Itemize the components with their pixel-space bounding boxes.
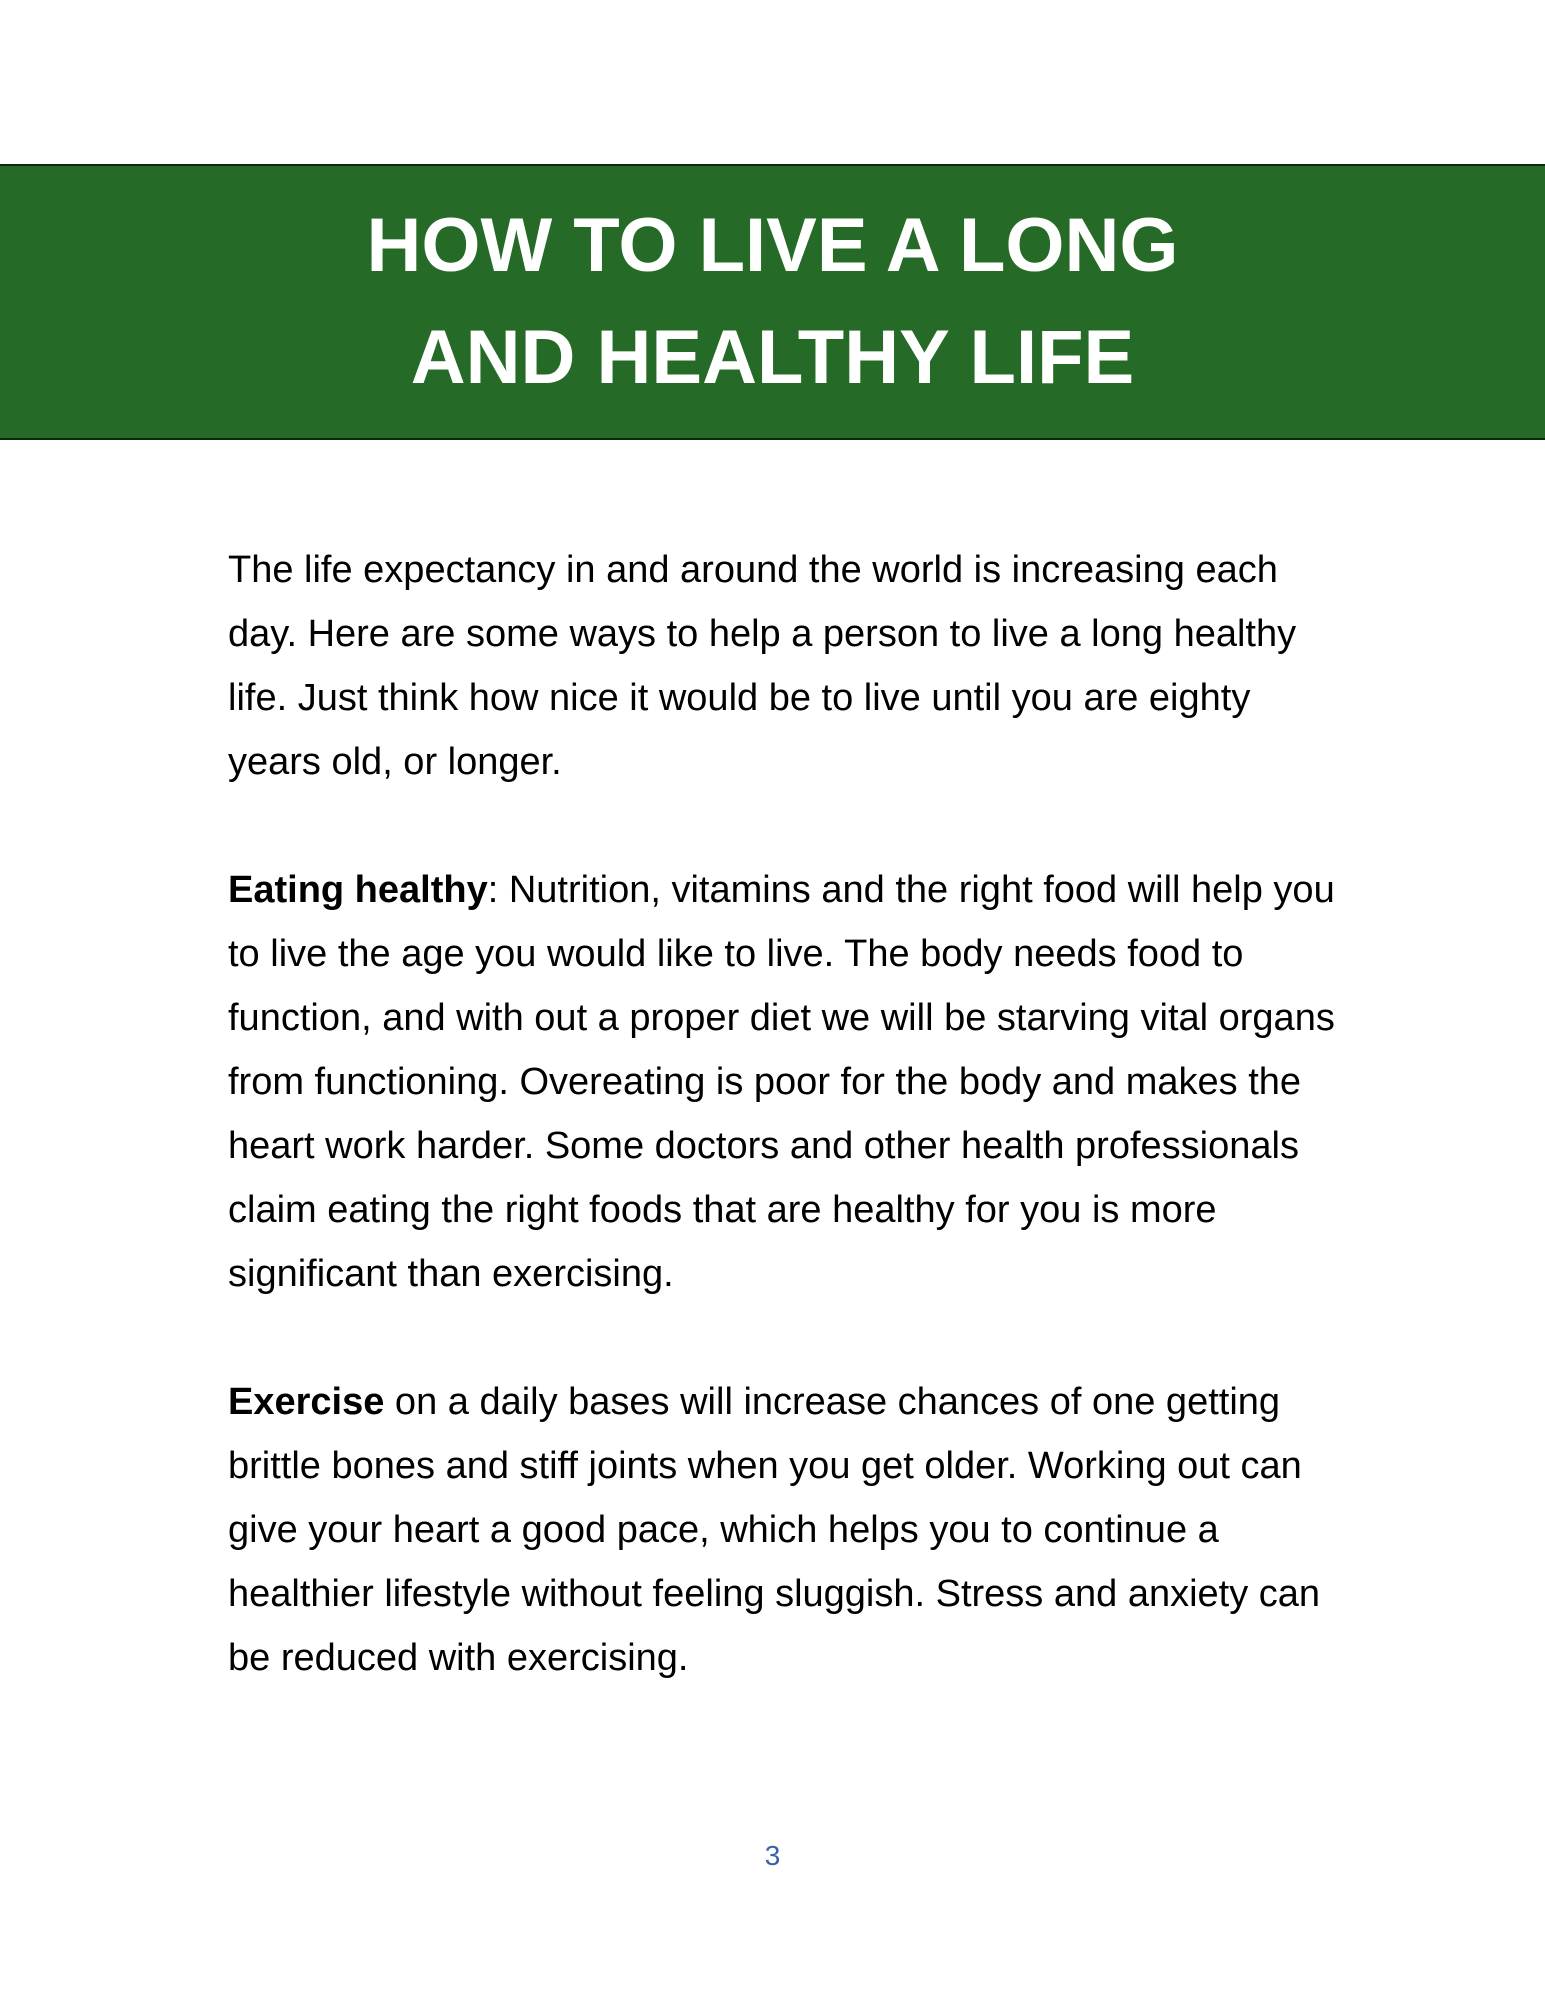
page-title <box>366 190 1178 414</box>
title-banner <box>0 164 1545 440</box>
exercise-paragraph <box>228 1370 1338 1690</box>
eating-healthy-paragraph <box>228 858 1338 1306</box>
body-content <box>228 538 1338 1690</box>
exercise-text: on a daily bases will increase chances of one getting brittle bones and stiff joints when you get older. Working out can give your heart a good pace, which helps you to continue a healthier lifestyle without feeling sluggish. Stress and anxiety can be reduced with exercising. <box>228 1381 1321 1679</box>
title-line-2: AND HEALTHY LIFE <box>410 315 1135 400</box>
eating-healthy-text: : Nutrition, vitamins and the right food will help you to live the age you would like to live. The body needs food to function, and with out a proper diet we will be starving vital organs from functioning. Overeating is poor for the body and makes the heart work harder. Some doctors and other health professionals claim eating the right foods that are healthy for you is more significant than exercising. <box>228 869 1335 1295</box>
page-number: 3 <box>764 1840 781 1871</box>
intro-paragraph: The life expectancy in and around the world is increasing each day. Here are some ways to help a person to live a long healthy life. Just think how nice it would be to live until you are eighty years old, or longer. <box>228 549 1297 783</box>
exercise-term: Exercise <box>228 1381 385 1423</box>
eating-healthy-term: Eating healthy <box>228 869 488 911</box>
title-line-1: HOW TO LIVE A LONG <box>366 203 1179 288</box>
